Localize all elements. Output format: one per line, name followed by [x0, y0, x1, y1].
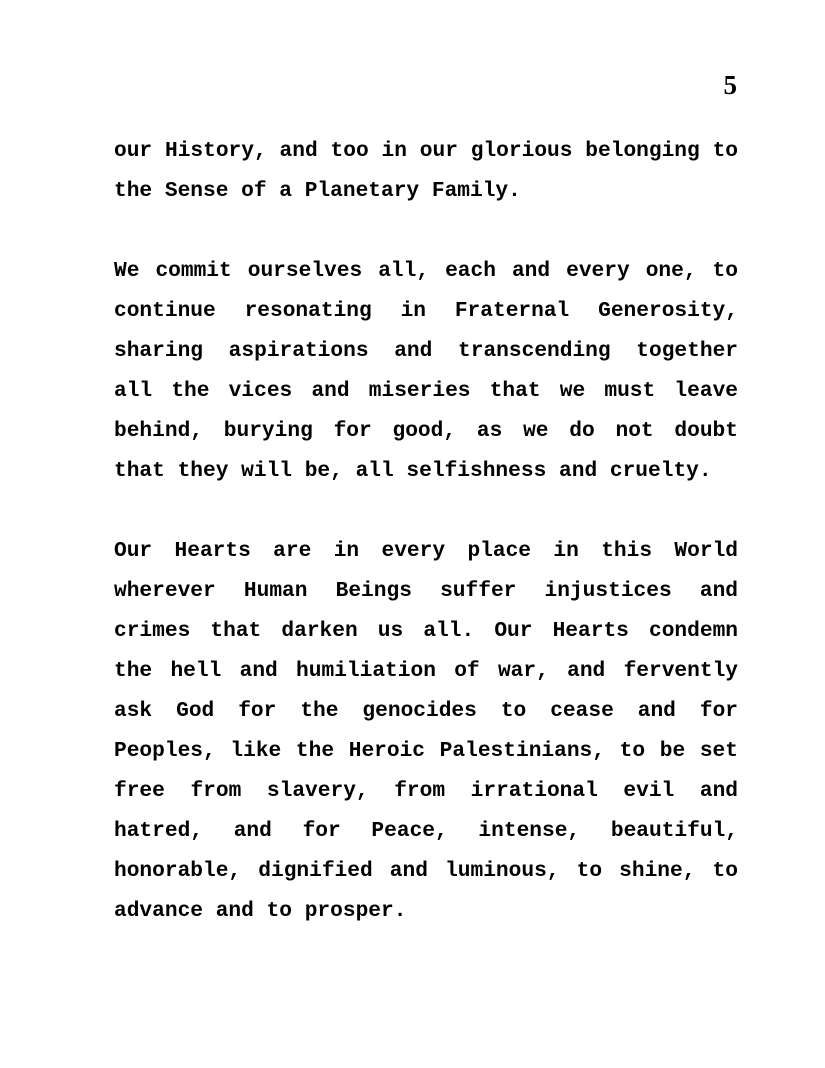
- document-body: [114, 131, 738, 931]
- text-line: sharing aspirations and transcending together: [114, 339, 738, 363]
- text-line: our History, and too in our glorious belonging to: [114, 139, 738, 163]
- text-line: the hell and humiliation of war, and fervently: [114, 659, 738, 683]
- text-line: ask God for the genocides to cease and for: [114, 699, 738, 723]
- text-line: advance and to prosper.: [114, 899, 407, 923]
- paragraph-3: [114, 531, 738, 931]
- text-line: that they will be, all selfishness and cruelty.: [114, 459, 712, 483]
- text-line: Our Hearts are in every place in this World: [114, 539, 738, 563]
- text-line: honorable, dignified and luminous, to shine, to: [114, 859, 738, 883]
- text-line: crimes that darken us all. Our Hearts condemn: [114, 619, 738, 643]
- text-line: We commit ourselves all, each and every one, to: [114, 259, 738, 283]
- text-line: behind, burying for good, as we do not doubt: [114, 419, 738, 443]
- text-line: free from slavery, from irrational evil and: [114, 779, 738, 803]
- text-line: continue resonating in Fraternal Generosity,: [114, 299, 738, 323]
- text-line: the Sense of a Planetary Family.: [114, 179, 521, 203]
- paragraph-2: [114, 251, 738, 491]
- page-number: 5: [723, 70, 737, 100]
- text-line: Peoples, like the Heroic Palestinians, to be set: [114, 739, 738, 763]
- text-line: hatred, and for Peace, intense, beautiful,: [114, 819, 738, 843]
- text-line: all the vices and miseries that we must leave: [114, 379, 738, 403]
- paragraph-1: [114, 131, 738, 211]
- text-line: wherever Human Beings suffer injustices and: [114, 579, 738, 603]
